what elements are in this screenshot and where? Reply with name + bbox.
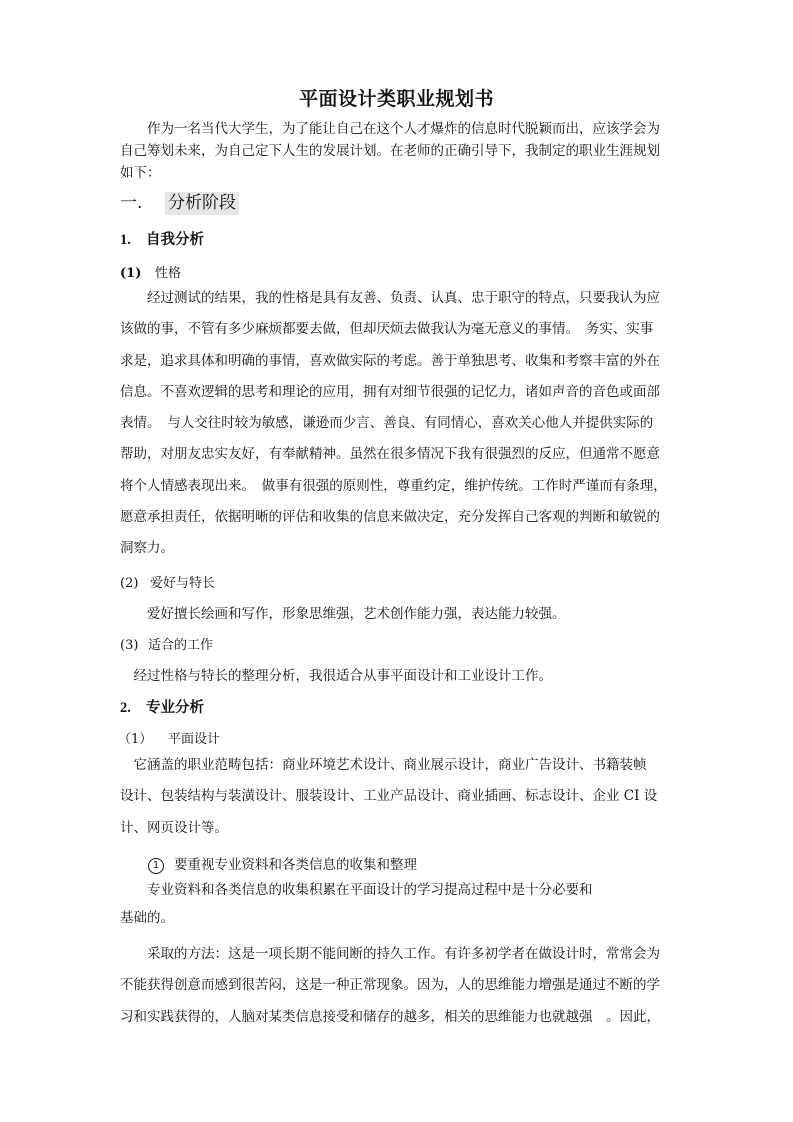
paragraph-line: 它涵盖的职业范畴包括：商业环境艺术设计、商业展示设计，商业广告设计、书籍装帧 (120, 757, 647, 773)
personality-paragraph (120, 283, 667, 565)
paragraph-line: 该做的事，不管有多少麻烦都要去做，但却厌烦去做我认为毫无意义的事情。 务实、实事 (120, 321, 654, 338)
item-title: 平面设计 (168, 732, 221, 747)
item-title: 性格 (155, 266, 182, 281)
subheading-number: 1. (120, 232, 131, 248)
point-title: 要重视专业资料和各类信息的收集和整理 (174, 857, 417, 873)
paragraph-line: 设计、包装结构与装潢设计、服装设计、工业产品设计、商业插画、标志设计、企业 CI 设 (120, 788, 658, 805)
intro-line: 自己筹划未来，为自己定下人生的发展计划。在老师的正确引导下，我制定的职业生涯规划 (120, 143, 660, 159)
point-heading-collect-materials (148, 853, 417, 874)
item-heading-suitable-work (120, 634, 213, 653)
paragraph-line: 信息。不喜欢逻辑的思考和理论的应用，拥有对细节很强的记忆力，诸如声音的音色或面部 (120, 383, 660, 400)
paragraph-line: 帮助，对朋友忠实友好，有奉献精神。虽然在很多情况下我有很强烈的反应，但通常不愿意 (120, 446, 660, 463)
paragraph-line: 表情。 与人交往时较为敏感，谦逊而少言、善良、有同情心，喜欢关心他人并提供实际的 (120, 415, 654, 432)
paragraph-line: 习和实践获得的，人脑对某类信息接受和储存的越多，相关的思维能力也就越强 。因此， (120, 1008, 660, 1025)
section-heading-analysis (120, 188, 239, 213)
section-title: 分析阶段 (165, 192, 239, 215)
subheading-title: 自我分析 (146, 232, 204, 248)
paragraph-line: 将个人情感表现出来。 做事有很强的原则性，尊重约定，维护传统。工作时严谨而有条理， (120, 477, 667, 494)
item-heading-graphic-design (118, 728, 220, 747)
intro-line: 作为一名当代大学生，为了能让自己在这个人才爆炸的信息时代脱颖而出，应该学会为 (120, 121, 660, 137)
circled-number-one-icon: 1 (148, 858, 164, 874)
subheading-major-analysis (120, 696, 204, 717)
paragraph-line: 经过测试的结果，我的性格是具有友善、负责、认真、忠于职守的特点，只要我认为应 (120, 290, 660, 306)
item-number: (3) (120, 638, 139, 653)
paragraph-line: 求是，追求具体和明确的事情，喜欢做实际的考虑。善于单独思考、收集和考察丰富的外在 (120, 352, 660, 369)
item-number: （1） (118, 732, 153, 747)
career-scope-paragraph (120, 750, 657, 844)
item-number: (2) (120, 576, 139, 591)
item-heading-hobbies (120, 572, 215, 591)
subheading-number: 2. (120, 700, 131, 716)
item-heading-personality (120, 262, 181, 281)
method-paragraph (120, 939, 660, 1033)
paragraph-line: 计、网页设计等。 (120, 819, 228, 836)
item-title: 适合的工作 (148, 638, 214, 653)
subheading-self-analysis (120, 228, 204, 249)
intro-paragraph (120, 118, 680, 184)
paragraph-line: 洞察力。 (120, 540, 174, 557)
paragraph-line: 基础的。 (120, 910, 174, 926)
document-title: 平面设计类职业规划书 (298, 88, 494, 110)
hobby-paragraph: 爱好擅长绘画和写作，形象思维强，艺术创作能力强，表达能力较强。 (120, 606, 566, 622)
paragraph-line: 采取的方法：这是一项长期不能间断的持久工作。有许多初学者在做设计时，常常会为 (120, 946, 660, 962)
item-number: (1) (120, 266, 142, 281)
collect-paragraph (120, 876, 593, 932)
paragraph-line: 专业资料和各类信息的收集积累在平面设计的学习提高过程中是十分必要和 (120, 882, 593, 898)
paragraph-line: 愿意承担责任，依据明晰的评估和收集的信息来做决定，充分发挥自己客观的判断和敏锐的 (120, 509, 660, 526)
subheading-title: 专业分析 (146, 700, 204, 716)
suitable-work-paragraph: 经过性格与特长的整理分析，我很适合从事平面设计和工业设计工作。 (120, 668, 552, 684)
paragraph-line: 不能获得创意而感到很苦闷，这是一种正常现象。因为，人的思维能力增强是通过不断的学 (120, 977, 660, 994)
section-number: 一. (120, 193, 143, 213)
item-title: 爱好与特长 (150, 576, 216, 591)
intro-line: 如下： (120, 165, 161, 181)
